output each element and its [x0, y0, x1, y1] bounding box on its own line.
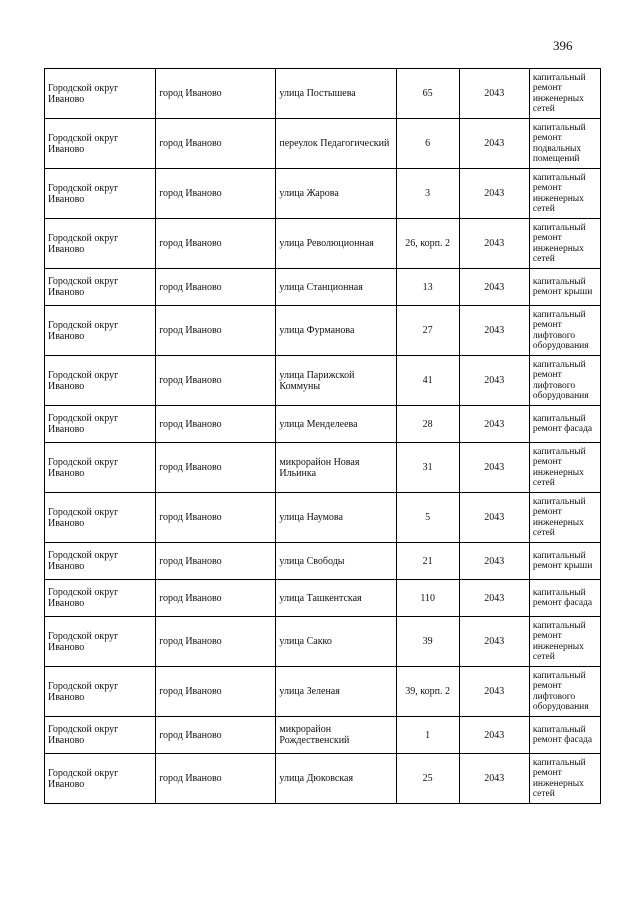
- table-row: [45, 406, 601, 443]
- cell-house: 65: [396, 69, 459, 119]
- cell-street: улица Зеленая: [276, 667, 396, 717]
- cell-work-type: капитальный ремонт инженерных сетей: [529, 219, 600, 269]
- cell-okrug: Городской округ Иваново: [45, 306, 156, 356]
- cell-okrug: Городской округ Иваново: [45, 667, 156, 717]
- cell-year: 2043: [459, 717, 529, 754]
- cell-house: 39, корп. 2: [396, 667, 459, 717]
- cell-house: 5: [396, 493, 459, 543]
- cell-year: 2043: [459, 219, 529, 269]
- cell-year: 2043: [459, 754, 529, 804]
- table-row: [45, 306, 601, 356]
- table-row: [45, 356, 601, 406]
- cell-house: 6: [396, 119, 459, 169]
- cell-year: 2043: [459, 306, 529, 356]
- cell-city: город Иваново: [156, 493, 276, 543]
- cell-city: город Иваново: [156, 69, 276, 119]
- cell-house: 27: [396, 306, 459, 356]
- cell-year: 2043: [459, 443, 529, 493]
- cell-work-type: капитальный ремонт подвальных помещений: [529, 119, 600, 169]
- cell-city: город Иваново: [156, 717, 276, 754]
- cell-street: улица Жарова: [276, 169, 396, 219]
- repair-schedule-table: [44, 68, 601, 804]
- cell-work-type: капитальный ремонт крыши: [529, 543, 600, 580]
- cell-okrug: Городской округ Иваново: [45, 69, 156, 119]
- cell-street: микрорайон Новая Ильинка: [276, 443, 396, 493]
- cell-house: 39: [396, 617, 459, 667]
- cell-house: 26, корп. 2: [396, 219, 459, 269]
- table-row: [45, 69, 601, 119]
- cell-house: 3: [396, 169, 459, 219]
- cell-street: улица Наумова: [276, 493, 396, 543]
- cell-work-type: капитальный ремонт лифтового оборудования: [529, 667, 600, 717]
- cell-street: улица Фурманова: [276, 306, 396, 356]
- cell-okrug: Городской округ Иваново: [45, 269, 156, 306]
- cell-city: город Иваново: [156, 269, 276, 306]
- cell-work-type: капитальный ремонт инженерных сетей: [529, 69, 600, 119]
- cell-year: 2043: [459, 69, 529, 119]
- cell-street: переулок Педагогический: [276, 119, 396, 169]
- cell-okrug: Городской округ Иваново: [45, 580, 156, 617]
- cell-city: город Иваново: [156, 667, 276, 717]
- cell-year: 2043: [459, 356, 529, 406]
- cell-year: 2043: [459, 543, 529, 580]
- cell-street: улица Станционная: [276, 269, 396, 306]
- cell-okrug: Городской округ Иваново: [45, 493, 156, 543]
- cell-street: улица Свободы: [276, 543, 396, 580]
- cell-work-type: капитальный ремонт лифтового оборудования: [529, 356, 600, 406]
- table-row: [45, 754, 601, 804]
- cell-okrug: Городской округ Иваново: [45, 356, 156, 406]
- table-row: [45, 580, 601, 617]
- cell-okrug: Городской округ Иваново: [45, 717, 156, 754]
- table-row: [45, 219, 601, 269]
- cell-work-type: капитальный ремонт инженерных сетей: [529, 443, 600, 493]
- table-row: [45, 269, 601, 306]
- cell-work-type: капитальный ремонт фасада: [529, 406, 600, 443]
- cell-house: 31: [396, 443, 459, 493]
- cell-street: улица Сакко: [276, 617, 396, 667]
- table-row: [45, 169, 601, 219]
- cell-city: город Иваново: [156, 754, 276, 804]
- table-row: [45, 717, 601, 754]
- cell-city: город Иваново: [156, 219, 276, 269]
- cell-house: 1: [396, 717, 459, 754]
- cell-city: город Иваново: [156, 356, 276, 406]
- cell-work-type: капитальный ремонт инженерных сетей: [529, 493, 600, 543]
- cell-house: 21: [396, 543, 459, 580]
- cell-street: микрорайон Рождественский: [276, 717, 396, 754]
- cell-okrug: Городской округ Иваново: [45, 406, 156, 443]
- cell-okrug: Городской округ Иваново: [45, 617, 156, 667]
- table-row: [45, 443, 601, 493]
- cell-year: 2043: [459, 493, 529, 543]
- cell-work-type: капитальный ремонт лифтового оборудования: [529, 306, 600, 356]
- cell-city: город Иваново: [156, 443, 276, 493]
- table-row: [45, 493, 601, 543]
- cell-house: 25: [396, 754, 459, 804]
- cell-street: улица Революционная: [276, 219, 396, 269]
- cell-city: город Иваново: [156, 406, 276, 443]
- cell-okrug: Городской округ Иваново: [45, 169, 156, 219]
- cell-house: 13: [396, 269, 459, 306]
- cell-street: улица Постышева: [276, 69, 396, 119]
- cell-work-type: капитальный ремонт фасада: [529, 580, 600, 617]
- cell-city: город Иваново: [156, 580, 276, 617]
- cell-street: улица Дюковская: [276, 754, 396, 804]
- cell-year: 2043: [459, 617, 529, 667]
- cell-house: 110: [396, 580, 459, 617]
- cell-street: улица Ташкентская: [276, 580, 396, 617]
- cell-year: 2043: [459, 269, 529, 306]
- table-row: [45, 617, 601, 667]
- cell-year: 2043: [459, 169, 529, 219]
- cell-work-type: капитальный ремонт фасада: [529, 717, 600, 754]
- cell-okrug: Городской округ Иваново: [45, 754, 156, 804]
- page-number: 396: [553, 38, 573, 53]
- cell-city: город Иваново: [156, 543, 276, 580]
- cell-work-type: капитальный ремонт инженерных сетей: [529, 754, 600, 804]
- cell-street: улица Парижской Коммуны: [276, 356, 396, 406]
- table-row: [45, 543, 601, 580]
- cell-work-type: капитальный ремонт инженерных сетей: [529, 169, 600, 219]
- cell-street: улица Менделеева: [276, 406, 396, 443]
- cell-year: 2043: [459, 580, 529, 617]
- cell-okrug: Городской округ Иваново: [45, 219, 156, 269]
- cell-house: 41: [396, 356, 459, 406]
- cell-city: город Иваново: [156, 306, 276, 356]
- cell-house: 28: [396, 406, 459, 443]
- cell-okrug: Городской округ Иваново: [45, 443, 156, 493]
- cell-year: 2043: [459, 667, 529, 717]
- cell-year: 2043: [459, 119, 529, 169]
- cell-city: город Иваново: [156, 119, 276, 169]
- cell-work-type: капитальный ремонт крыши: [529, 269, 600, 306]
- cell-work-type: капитальный ремонт инженерных сетей: [529, 617, 600, 667]
- cell-okrug: Городской округ Иваново: [45, 119, 156, 169]
- cell-okrug: Городской округ Иваново: [45, 543, 156, 580]
- cell-year: 2043: [459, 406, 529, 443]
- table-row: [45, 119, 601, 169]
- cell-city: город Иваново: [156, 169, 276, 219]
- cell-city: город Иваново: [156, 617, 276, 667]
- table-row: [45, 667, 601, 717]
